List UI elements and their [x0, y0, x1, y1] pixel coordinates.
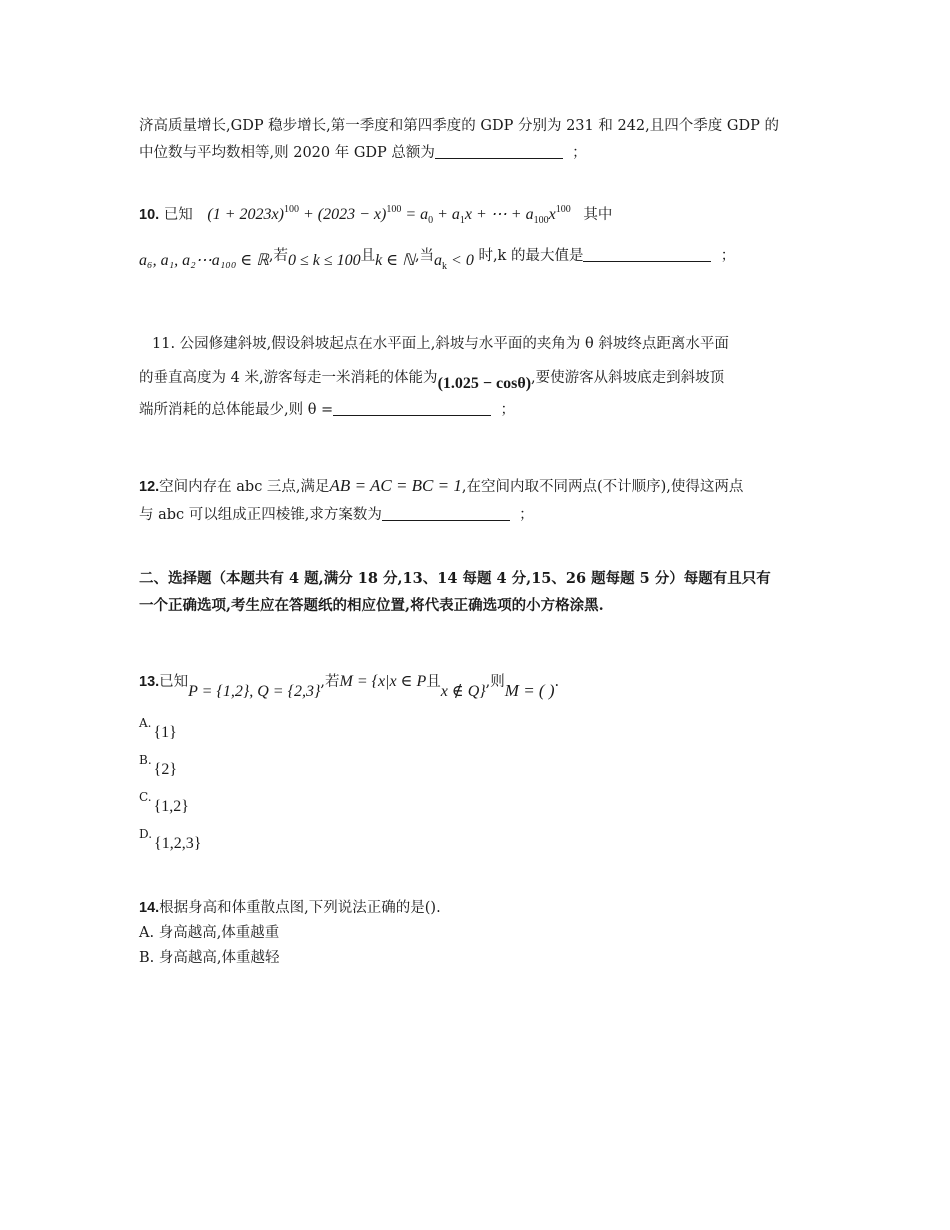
q13-ze: ,则	[485, 674, 505, 690]
q9-line2	[139, 141, 587, 162]
q10-number: 10.	[139, 207, 160, 223]
q12-line2	[139, 503, 534, 524]
q13-option-d[interactable]	[139, 826, 201, 853]
q13-ruo: ,若	[320, 674, 340, 690]
section2-line1: 二、选择题（本题共有 4 题,满分 18 分,13、14 每题 4 分,15、26 题每题 5 分）每题有且只有	[139, 570, 771, 587]
q11-line2	[139, 366, 724, 393]
q13-option-b-label: B.	[139, 753, 152, 767]
q10-suffix: 其中	[583, 207, 613, 223]
q12-end: ；	[519, 507, 534, 523]
q13-f3: x ∉ Q}	[440, 683, 486, 700]
q9-answer-blank[interactable]	[435, 144, 563, 159]
q10-cond1: 0 ≤ k ≤ 100	[288, 252, 361, 269]
q11-line2b: ,要使游客从斜坡底走到斜坡顶	[531, 370, 725, 386]
q13-option-a-label: A.	[139, 716, 152, 730]
q10-coeffs: a₆, a₁, a₂⋯a₁₀₀ ∈ ℝ	[139, 252, 269, 269]
q13-option-d-label: D.	[139, 827, 153, 841]
section2-line2: 一个正确选项,考生应在答题纸的相应位置,将代表正确选项的小方格涂黑.	[139, 597, 604, 614]
q14-number: 14.	[139, 900, 160, 916]
q13-prefix: 已知	[159, 674, 189, 690]
q11-line3	[139, 398, 515, 419]
q12-line1a: 空间内存在 abc 三点,满足	[159, 479, 330, 495]
q13-option-a[interactable]	[139, 715, 177, 742]
q12-line1b: ,在空间内取不同两点(不计顺序),使得这两点	[461, 479, 744, 495]
q13-option-c-value: {1,2}	[153, 798, 189, 815]
q13-option-b[interactable]	[139, 752, 177, 779]
q12-formula: AB = AC = BC = 1	[329, 476, 462, 495]
q10-line1	[139, 203, 612, 226]
q10-answer-blank[interactable]	[583, 247, 711, 262]
q13-qie: 且	[426, 674, 441, 690]
q10-ruo: ,若	[268, 248, 288, 264]
q9-line2-text: 中位数与平均数相等,则 2020 年 GDP 总额为	[139, 145, 435, 161]
q13-option-d-value: {1,2,3}	[154, 835, 202, 852]
q10-formula: $(1 + 2023x)^{100} + (2023 - x)^{100} = a_0 + a_1x$ + ⋯ + $a_{100}x^{100}$	[207, 204, 571, 226]
q13-dot: .	[554, 674, 560, 690]
q11-line1: 11. 公园修建斜坡,假设斜坡起点在水平面上,斜坡与水平面的夹角为 θ 斜坡终点距离水平面	[152, 336, 729, 352]
q9-end: ；	[572, 145, 587, 161]
q10-dang: ,当	[414, 248, 435, 264]
q12-line1	[139, 475, 743, 496]
q10-end: ；	[720, 248, 736, 264]
q13-option-c-label: C.	[139, 790, 152, 804]
q9-line1: 济高质量增长,GDP 稳步增长,第一季度和第四季度的 GDP 分别为 231 和 242,且四个季度 GDP 的	[139, 118, 779, 134]
q11-line3-text: 端所消耗的总体能最少,则 θ =	[139, 402, 334, 418]
q10-tail: 时,k 的最大值是	[478, 248, 584, 264]
q10-cond3: $a_k < 0$	[434, 252, 474, 272]
q11-end: ；	[500, 402, 515, 418]
q12-answer-blank[interactable]	[382, 506, 510, 521]
q10-qie: 且	[360, 248, 376, 264]
q13-f4: M = ( )	[504, 681, 555, 700]
q13-option-c[interactable]	[139, 789, 189, 816]
q13-f2: M = {x|x ∈ P	[339, 673, 427, 690]
q14-option-b[interactable]: B. 身高越高,体重越轻	[139, 950, 280, 966]
q11-line2a: 的垂直高度为 4 米,游客每走一米消耗的体能为	[139, 370, 438, 386]
q10-line2	[139, 244, 735, 272]
q11-answer-blank[interactable]	[333, 401, 491, 416]
q13-option-a-value: {1}	[153, 724, 177, 741]
q14-stem	[139, 896, 441, 917]
q12-number: 12.	[139, 479, 160, 495]
q14-option-a[interactable]: A. 身高越高,体重越重	[139, 925, 280, 941]
q13-number: 13.	[139, 674, 160, 690]
q13-f1: P = {1,2}, Q = {2,3}	[188, 683, 321, 700]
q10-prefix: 已知	[163, 207, 193, 223]
q14-stem-text: 根据身高和体重散点图,下列说法正确的是().	[159, 900, 441, 916]
q10-cond2: k ∈ ℕ	[375, 252, 415, 269]
q13-option-b-value: {2}	[153, 761, 177, 778]
q12-line2-text: 与 abc 可以组成正四棱锥,求方案数为	[139, 507, 382, 523]
q13-stem	[139, 670, 559, 701]
q11-formula: (1.025 − cosθ)	[437, 375, 532, 392]
